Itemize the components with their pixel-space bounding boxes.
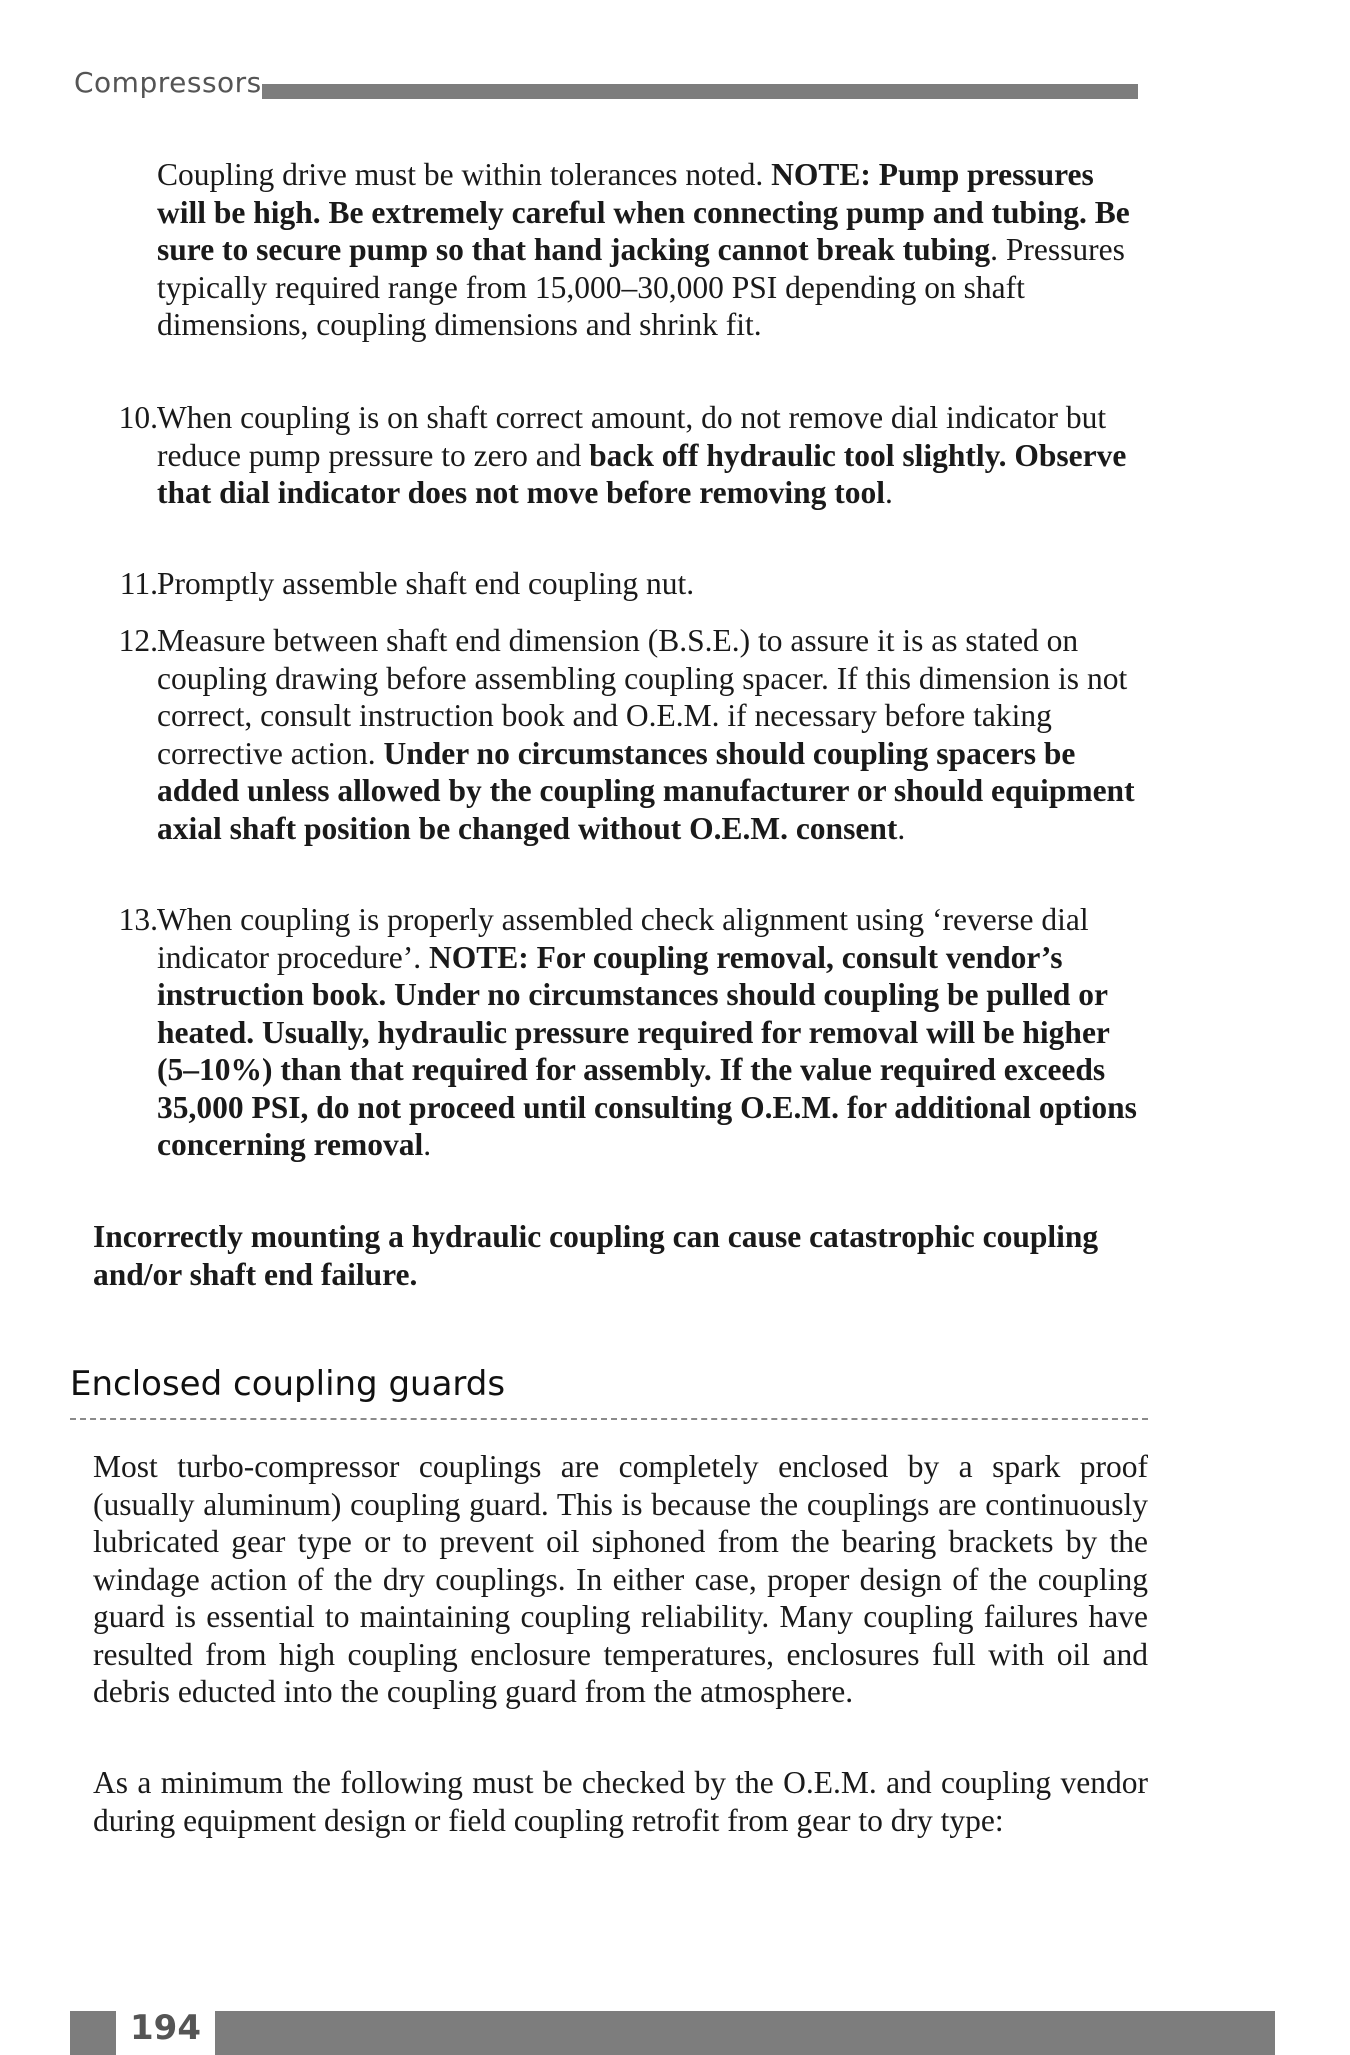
section-title: Enclosed coupling guards [70,1364,506,1404]
step-11-text [157,565,1147,603]
step-10-text-2: . [884,475,893,510]
step-13-bold: NOTE: For coupling removal, consult vendor’s instruction book. Under no circumstances should coupling be pulled or heated. Usually, hydraulic pressure required for removal will be higher (5–10%) than that required for assembly. If the value required exceeds 35,000 PSI, do not proceed until consulting O.E.M. for additional options concerning removal [157,939,1137,1162]
step-12-text [157,622,1147,847]
step-10-text-1: When coupling is on shaft correct amount, do not remove dial indicator but reduce pump pressure to zero and [157,400,1107,473]
step-10-text [157,399,1147,512]
step-number-12: 12. [118,623,158,658]
intro-note-bold: NOTE: Pump pressures will be high. Be extremely careful when connecting pump and tubing. Be sure to secure pump so that hand jacking cannot break tubing [157,157,1130,267]
step-number-11: 11. [119,566,158,601]
section-paragraph-1: Most turbo-compressor couplings are completely enclosed by a spark proof (usually aluminum) coupling guard. This is because the couplings are continuously lubricated gear type or to prevent oil siphoned from the bearing brackets by the windage action of the dry couplings. In either case, proper design of the coupling guard is essential to maintaining coupling reliability. Many coupling failures have resulted from high coupling enclosure temperatures, enclosures full with oil and debris educted into the coupling guard from the atmosphere. [93,1449,1148,1709]
step-13-text [157,901,1147,1164]
warning-text: Incorrectly mounting a hydraulic coupling can cause catastrophic coupling and/or shaft end failure. [93,1219,1099,1292]
intro-text-1: Coupling drive must be within tolerances noted. [157,157,772,192]
section-paragraph-2: As a minimum the following must be checked by the O.E.M. and coupling vendor during equipment design or field coupling retrofit from gear to dry type: [93,1765,1148,1838]
page-number: 194 [130,2008,201,2048]
step-number-10: 10. [118,400,158,435]
running-header: Compressors [74,66,262,99]
footer-rule [215,2011,1275,2055]
step-12-bold: Under no circumstances should coupling spacers be added unless allowed by the coupling manufacturer or should equipment axial shaft position be changed without O.E.M. consent [157,735,1135,846]
step-12-text-2: . [897,810,906,846]
step-11-text-1: Promptly assemble shaft end coupling nut. [157,566,695,601]
step-number-13: 13. [118,902,158,937]
step-10-bold: back off hydraulic tool slightly. Observe that dial indicator does not move before removing tool [157,437,1127,510]
step-13-text-2: . [423,1127,432,1162]
intro-paragraph [157,156,1147,344]
section-rule [70,1418,1148,1420]
step-13-text-1: When coupling is properly assembled check alignment using ‘reverse dial indicator procedure’. [157,902,1089,975]
header-rule [262,84,1138,99]
footer-square [70,2011,116,2055]
intro-text-2: . Pressures typically required range from 15,000–30,000 PSI depending on shaft dimensions, coupling dimensions and shrink fit. [157,232,1125,342]
step-12-text-1: Measure between shaft end dimension (B.S.E.) to assure it is as stated on coupling drawing before assembling coupling spacer. If this dimension is not correct, consult instruction book and O.E.M. if necessary before taking corrective action. [157,623,1128,771]
